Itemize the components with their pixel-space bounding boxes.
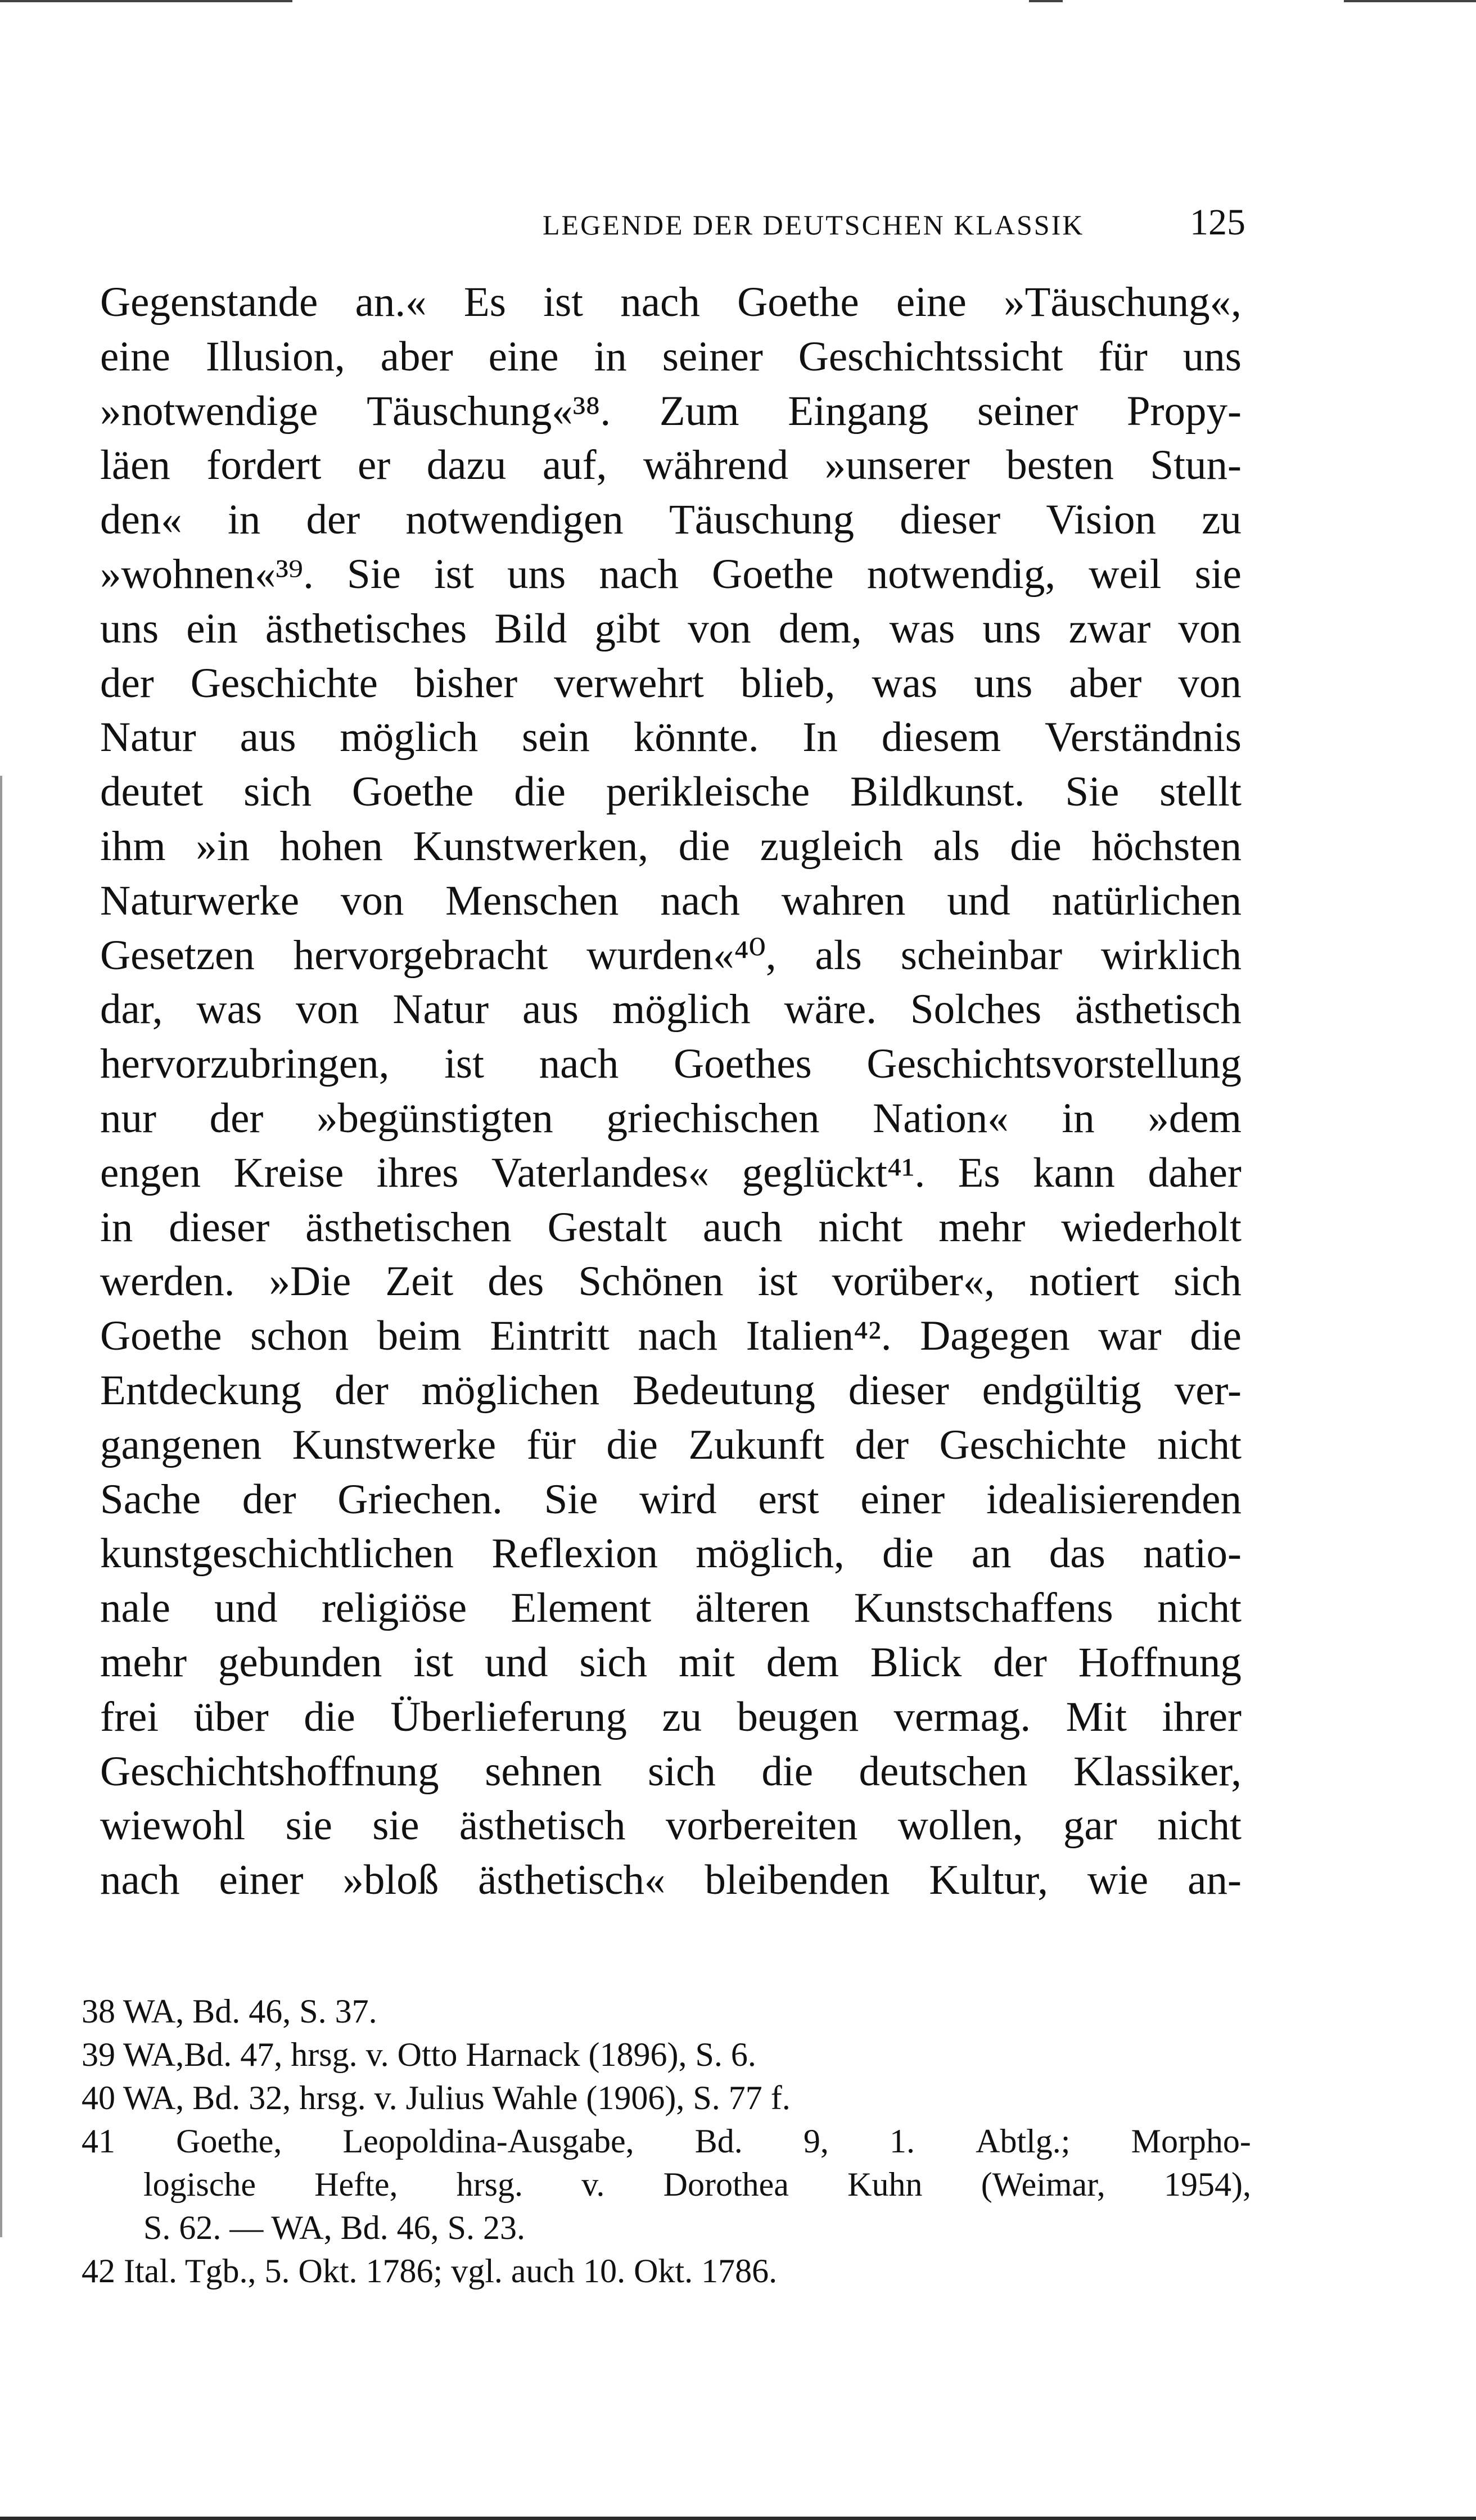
body-line: frei über die Überlieferung zu beugen vermag. Mit ihrer <box>100 1693 1242 1740</box>
body-line: eine Illusion, aber eine in seiner Geschichtssicht für uns <box>100 333 1242 380</box>
body-line: Entdeckung der möglichen Bedeutung dieser endgültig ver- <box>100 1367 1242 1414</box>
body-line: Naturwerke von Menschen nach wahren und natürlichen <box>100 877 1242 924</box>
body-line: der Geschichte bisher verwehrt blieb, was uns aber von <box>100 659 1242 707</box>
body-line: wiewohl sie sie ästhetisch vorbereiten wollen, gar nicht <box>100 1802 1242 1849</box>
body-text <box>100 275 1242 1908</box>
footnote-line: 42 Ital. Tgb., 5. Okt. 1786; vgl. auch 10. Okt. 1786. <box>82 2252 778 2290</box>
running-head: LEGENDE DER DEUTSCHEN KLASSIK <box>543 209 1085 241</box>
body-line: gangenen Kunstwerke für die Zukunft der Geschichte nicht <box>100 1421 1242 1468</box>
body-line: werden. »Die Zeit des Schönen ist vorüber«, notiert sich <box>100 1258 1242 1305</box>
footnote-line: 38 WA, Bd. 46, S. 37. <box>82 1993 377 2030</box>
body-line: deutet sich Goethe die perikleische Bildkunst. Sie stellt <box>100 768 1242 816</box>
body-line: engen Kreise ihres Vaterlandes« geglückt⁴¹. Es kann daher <box>100 1149 1242 1196</box>
footnote-line: 41 Goethe, Leopoldina-Ausgabe, Bd. 9, 1. Abtlg.; Morpho- <box>82 2123 1251 2160</box>
body-line: kunstgeschichtlichen Reflexion möglich, die an das natio- <box>100 1530 1242 1577</box>
body-line: nach einer »bloß ästhetisch« bleibenden Kultur, wie an- <box>100 1857 1242 1904</box>
body-line: hervorzubringen, ist nach Goethes Geschichtsvorstellung <box>100 1040 1242 1088</box>
page-header <box>543 201 1245 241</box>
body-line: uns ein ästhetisches Bild gibt von dem, was uns zwar von <box>100 605 1242 652</box>
body-line: Sache der Griechen. Sie wird erst einer idealisierenden <box>100 1476 1242 1523</box>
body-line: mehr gebunden ist und sich mit dem Blick der Hoffnung <box>100 1639 1242 1686</box>
body-line: Goethe schon beim Eintritt nach Italien⁴². Dagegen war die <box>100 1313 1242 1360</box>
body-line: dar, was von Natur aus möglich wäre. Solches ästhetisch <box>100 986 1242 1033</box>
body-line: in dieser ästhetischen Gestalt auch nicht mehr wiederholt <box>100 1204 1242 1251</box>
body-line: den« in der notwendigen Täuschung dieser Vision zu <box>100 496 1242 544</box>
body-line: läen fordert er dazu auf, während »unserer besten Stun- <box>100 442 1242 489</box>
body-line: »notwendige Täuschung«³⁸. Zum Eingang seiner Propy- <box>100 387 1242 435</box>
scan-edge-top-right <box>1344 0 1476 2</box>
body-line: nale und religiöse Element älteren Kunstschaffens nicht <box>100 1585 1242 1632</box>
scan-edge-top-left <box>0 0 292 2</box>
body-line: Natur aus möglich sein könnte. In diesem Verständnis <box>100 714 1242 761</box>
footnote-line: 39 WA,Bd. 47, hrsg. v. Otto Harnack (1896), S. 6. <box>82 2036 756 2073</box>
page-number: 125 <box>1190 202 1245 243</box>
body-line: Gegenstande an.« Es ist nach Goethe eine »Täuschung«, <box>100 279 1242 325</box>
body-line: Geschichtshoffnung sehnen sich die deutschen Klassiker, <box>100 1748 1242 1795</box>
scan-edge-top-mid <box>1029 0 1063 2</box>
body-line: Gesetzen hervorgebracht wurden«⁴⁰, als scheinbar wirklich <box>100 931 1242 979</box>
footnote-line: S. 62. — WA, Bd. 46, S. 23. <box>143 2209 525 2246</box>
footnotes <box>82 1990 1251 2293</box>
scan-edge-bottom <box>0 2517 1476 2520</box>
body-line: »wohnen«³⁹. Sie ist uns nach Goethe notwendig, weil sie <box>100 550 1242 598</box>
footnote-line: logische Hefte, hrsg. v. Dorothea Kuhn (Weimar, 1954), <box>143 2166 1251 2203</box>
body-line: ihm »in hohen Kunstwerken, die zugleich als die höchsten <box>100 822 1242 870</box>
body-line: nur der »begünstigten griechischen Nation« in »dem <box>100 1094 1242 1142</box>
footnote-line: 40 WA, Bd. 32, hrsg. v. Julius Wahle (1906), S. 77 f. <box>82 2079 791 2116</box>
scan-edge-left <box>0 776 2 2237</box>
